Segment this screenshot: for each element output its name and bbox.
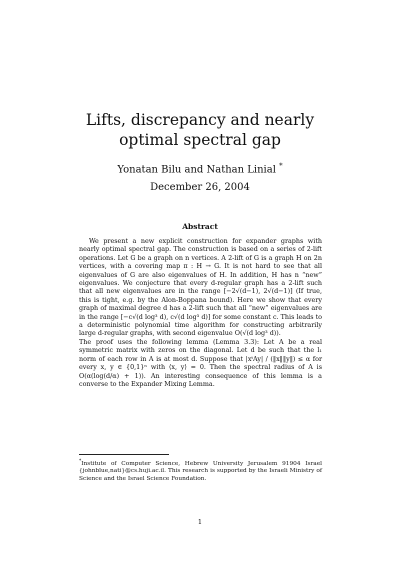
footnote <box>79 458 322 483</box>
authors-line <box>70 162 330 175</box>
abstract-paragraph-1: We present a new explicit construction for expander graphs with nearly optimal spectral gap. The construction is based on a series of 2-lift operations. Let G be a graph on n vertices. A 2-lift of G is a graph H on 2n vertices, with a covering map π : H → G. It is not hard to see that all eigenvalues of G are also eigenvalues of H. In addition, H has n “new” eigenvalues. We conjecture that every d-regular graph has a 2-lift such that all new eigenvalues are in the range [−2√(d−1), 2√(d−1)] (If true, this is tight, e.g. by the Alon-Boppana bound). Here we show that every graph of maximal degree d has a 2-lift such that all “new” eigenvalues are in the range [−c√(d log³ d), c√(d log³ d)] for some constant c. This leads to a deterministic polynomial time algorithm for constructing arbitrarily large d-regular graphs, with second eigenvalue O(√(d log³ d)). <box>79 237 322 338</box>
footnote-mark: * <box>79 459 82 464</box>
footnote-text: Institute of Computer Science, Hebrew University Jerusalem 91904 Israel {johnblue,nati}@cs.huji.ac.il. This research is supported by the Israeli Ministry of Science and the Israel Science Foundation. <box>79 460 322 482</box>
paper-date: December 26, 2004 <box>150 182 250 193</box>
abstract-paragraph-2: The proof uses the following lemma (Lemma 3.3): Let A be a real symmetric matrix with zeros on the diagonal. Let d be such that the l₁ norm of each row in A is at most d. Suppose that |xᵗAy| / (‖x‖‖y‖) ≤ α for every x, y ∈ {0,1}ⁿ with ⟨x, y⟩ = 0. Then the spectral radius of A is O(α(log(d/α) + 1)). An interesting consequence of this lemma is a converse to the Expander Mixing Lemma. <box>79 337 322 388</box>
page-number: 1 <box>197 518 203 526</box>
author-footnote-mark: * <box>279 162 283 170</box>
abstract-heading: Abstract <box>182 222 218 231</box>
abstract-body <box>79 237 322 388</box>
footnote-rule <box>79 454 169 455</box>
authors: Yonatan Bilu and Nathan Linial <box>117 164 276 176</box>
paper-title: Lifts, discrepancy and nearly optimal spectral gap <box>85 111 315 149</box>
